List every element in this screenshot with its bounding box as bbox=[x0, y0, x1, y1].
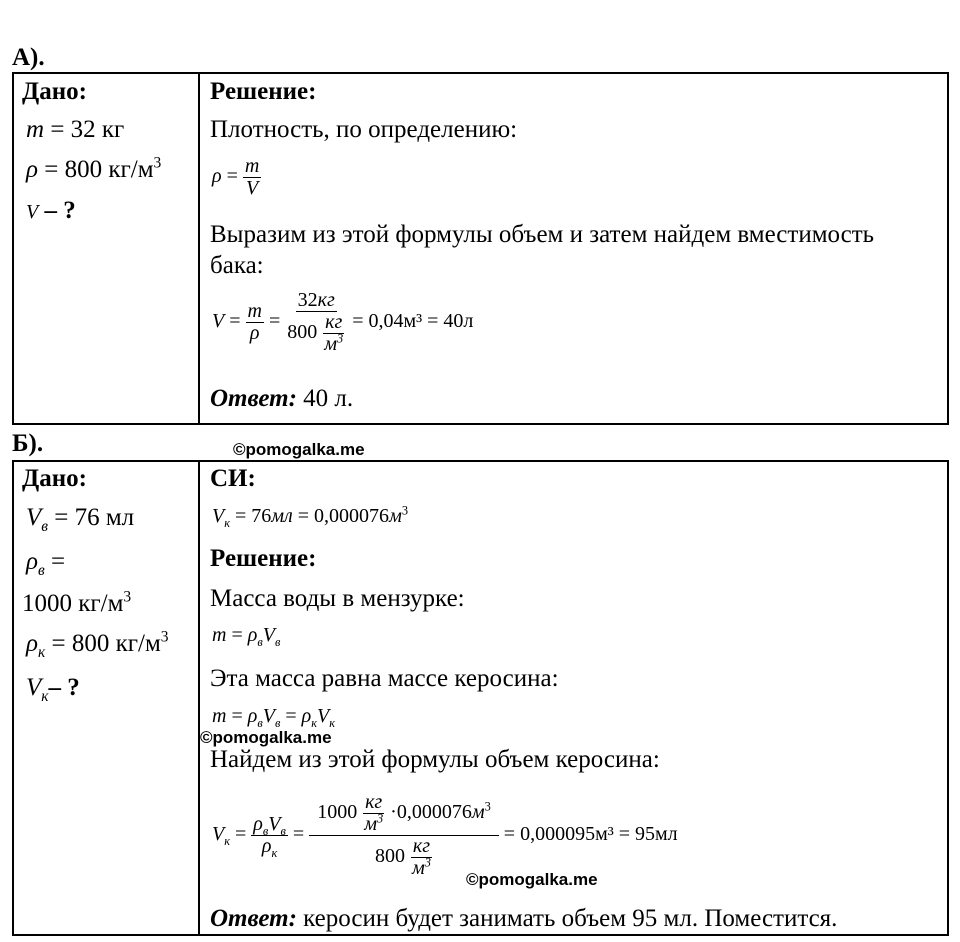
part-a-label: А). bbox=[12, 44, 45, 71]
watermark-middle: ©pomogalka.me bbox=[200, 728, 332, 747]
part-b-line1: Масса воды в мензурке: bbox=[210, 585, 465, 612]
part-a-line1: Плотность, по определению: bbox=[210, 116, 518, 143]
part-a-given-title: Дано: bbox=[22, 78, 87, 105]
part-a-divider bbox=[198, 72, 200, 425]
part-b-given-rho-water: $\rho_в$ = bbox=[26, 548, 66, 579]
part-a-solution-title: Решение: bbox=[210, 78, 317, 105]
part-a-given-mass: m = 32 кг bbox=[26, 116, 125, 143]
part-a-calculation: V = $\frac{m}{\rho}$ = 32кг 800 $\frac{кг}{м^3}$ = 0,04м³ = 40л bbox=[212, 289, 474, 355]
part-a-line2: Выразим из этой формулы объем и затем найдем вместимость bbox=[210, 221, 875, 248]
part-b-given-volume: $V_в = 76$ мл bbox=[26, 504, 135, 535]
part-b-divider bbox=[198, 460, 200, 936]
watermark-bottom: ©pomogalka.me bbox=[466, 870, 598, 889]
part-b-solution-title: Решение: bbox=[210, 545, 317, 572]
part-b-line2: Эта масса равна массе керосина: bbox=[210, 665, 559, 692]
part-b-given-rho-water-value: 1000 $кг/м^3$ bbox=[22, 588, 132, 617]
part-b-label: Б). bbox=[12, 430, 44, 457]
part-a-line3: бака: bbox=[210, 252, 264, 279]
part-a-given-density: ρ = 800 $кг/м^3$ bbox=[26, 154, 162, 183]
part-b-calculation: $V_к$ = $\frac{\rho_вV_в}{\rho_к}$ = 1000 $\frac{кг}{м^3}$ $\cdot 0,000076м^3$ 800 $\frac{кг}{м^3}$ = 0,000095м³ = 95мл bbox=[212, 791, 678, 879]
part-b-formula-equal-mass: $m = \rho_вV_в = \rho_кV_к$ bbox=[212, 705, 336, 730]
part-b-formula-mass: $m = \rho_вV_в$ bbox=[212, 624, 281, 649]
part-a-given-unknown: V – ? bbox=[26, 197, 76, 224]
watermark-top: ©pomogalka.me bbox=[233, 440, 365, 459]
part-b-given-rho-kerosene: $\rho_к = 800$ $кг/м^3$ bbox=[26, 628, 169, 661]
part-b-given-unknown: $V_к-$ ? bbox=[26, 674, 80, 705]
part-b-given-title: Дано: bbox=[22, 465, 87, 492]
part-b-si-title: СИ: bbox=[210, 465, 256, 492]
part-b-answer: Ответ: керосин будет занимать объем 95 мл. Поместится. bbox=[210, 905, 838, 932]
part-a-formula-density: ρ = $\frac{m}{V}$ bbox=[212, 155, 260, 199]
part-a-answer: Ответ: 40 л. bbox=[210, 385, 354, 412]
part-b-line3: Найдем из этой формулы объем керосина: bbox=[210, 746, 660, 773]
part-b-si-value: $V_к = 76мл = 0,000076м^3$ bbox=[212, 503, 409, 530]
